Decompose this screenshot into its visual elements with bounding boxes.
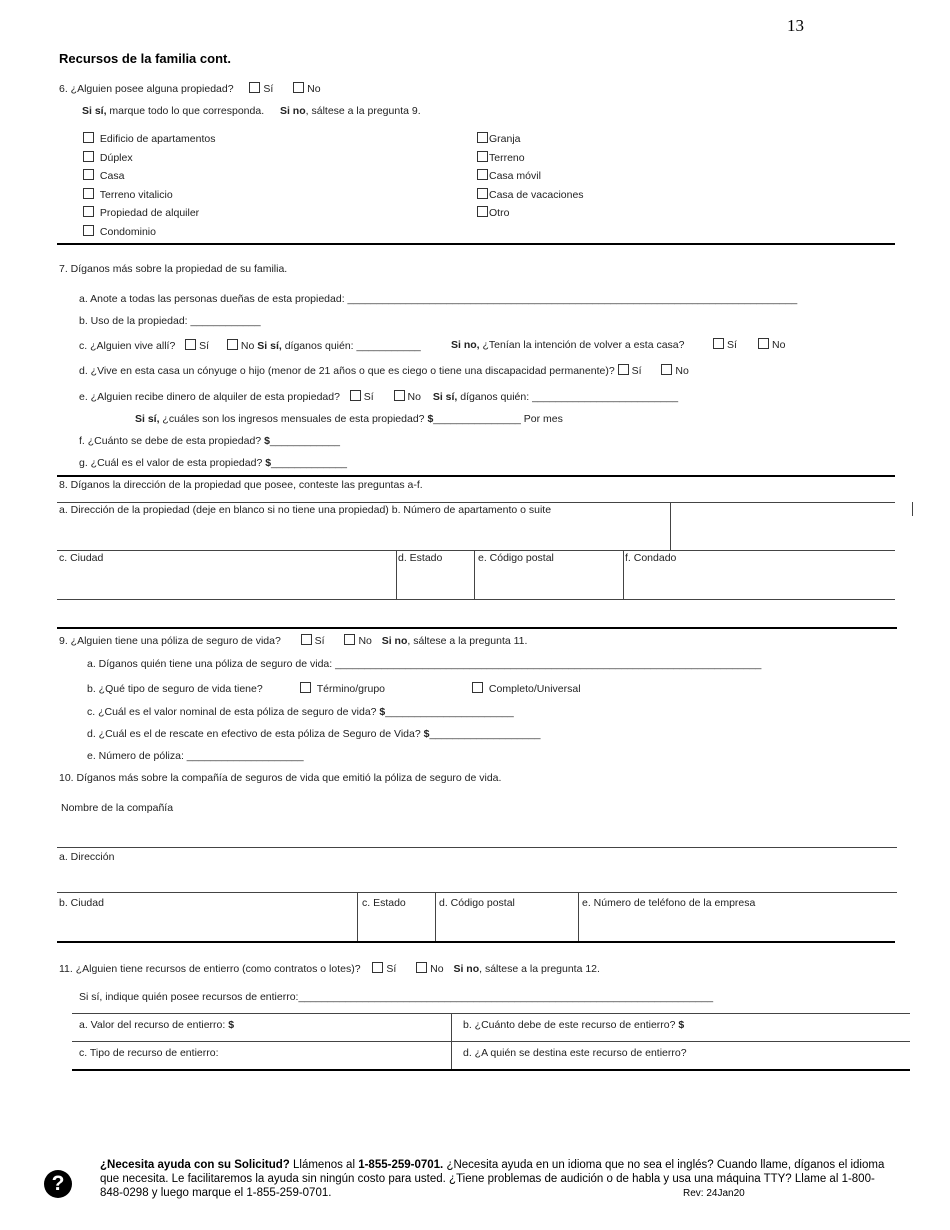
q6-option xyxy=(477,188,584,207)
divider xyxy=(57,243,895,245)
q6-instr-si: marque todo lo que corresponda. xyxy=(106,105,265,117)
q7-e-si-label: Sí xyxy=(363,391,374,403)
q6-option-checkbox[interactable] xyxy=(83,188,94,199)
q6-option-checkbox[interactable] xyxy=(83,151,94,162)
q9-c-question: c. ¿Cuál es el valor nominal de esta póliza de seguro de vida? xyxy=(87,706,380,718)
q11-table-top xyxy=(72,1013,910,1014)
q7-e2-question: ¿cuáles son los ingresos mensuales de esta propiedad? xyxy=(159,413,428,425)
divider xyxy=(57,475,895,477)
q7-c-no-label: No xyxy=(240,340,255,352)
q10-row-divider xyxy=(57,892,897,893)
q6-option xyxy=(83,132,216,151)
q6-instr-no-bold: Si no xyxy=(279,105,306,117)
q7-e-si-checkbox[interactable] xyxy=(350,390,361,401)
q9-c-dollar: $ xyxy=(379,706,386,718)
q6-option-checkbox[interactable] xyxy=(477,151,488,162)
footer-text-1: Llámenos al xyxy=(289,1159,359,1171)
q11-b-owed[interactable]: b. ¿Cuánto debe de este recurso de entierro? xyxy=(463,1019,679,1031)
q6-option xyxy=(477,169,584,188)
q7-c-no-checkbox[interactable] xyxy=(227,339,238,350)
q11-si-label: Sí xyxy=(386,963,397,975)
q6-option-label: Terreno vitalicio xyxy=(99,188,173,201)
q11-c-type[interactable]: c. Tipo de recurso de entierro: xyxy=(79,1047,219,1059)
q11-divider xyxy=(451,1013,452,1071)
q7-e-row xyxy=(79,390,678,403)
q9-e-policy[interactable]: e. Número de póliza: ____________________ xyxy=(87,750,304,762)
q9-b-whole xyxy=(472,682,581,695)
q6-option-label: Casa xyxy=(99,170,125,183)
q6-no-checkbox[interactable] xyxy=(293,82,304,93)
q6-option-label: Casa de vacaciones xyxy=(489,188,584,201)
q10-row-divider xyxy=(57,847,897,848)
q9-no-bold: Si no xyxy=(381,635,408,647)
q7-e-income-row xyxy=(135,413,563,425)
q6-option xyxy=(83,206,216,225)
q7-g-amount[interactable]: _____________ xyxy=(271,457,347,469)
footer-phone[interactable]: 1-855-259-0701. xyxy=(358,1159,444,1171)
q9-d-dollar: $ xyxy=(423,728,430,740)
q8-table-top xyxy=(57,502,895,503)
q11-d-beneficiary[interactable]: d. ¿A quién se destina este recurso de entierro? xyxy=(463,1047,687,1059)
q6-option-label: Dúplex xyxy=(99,151,133,164)
q9-question: 9. ¿Alguien tiene una póliza de seguro de vida? xyxy=(59,635,281,647)
q7-c-intent-si xyxy=(713,338,737,351)
q7-e2-dollar: $ xyxy=(427,413,434,425)
q8-table-bottom xyxy=(57,599,895,600)
q6-option xyxy=(477,206,584,225)
q7-e-question: e. ¿Alguien recibe dinero de alquiler de esta propiedad? xyxy=(79,391,340,403)
q6-option-label: Edificio de apartamentos xyxy=(99,133,216,145)
q7-e2-income[interactable]: _______________ Por mes xyxy=(433,413,563,425)
revision-date: Rev: 24Jan20 xyxy=(683,1188,745,1199)
q10-divider xyxy=(435,892,436,942)
q8-a-address[interactable]: a. Dirección de la propiedad (deje en blanco si no tiene una propiedad) b. Número de apartamento o suite xyxy=(59,504,552,516)
q7-c-si-label: Sí xyxy=(199,340,210,352)
q7-c-intent: ¿Tenían la intención de volver a esta casa? xyxy=(479,339,685,351)
q8-e-zip[interactable]: e. Código postal xyxy=(478,552,554,564)
q7-c-who[interactable]: díganos quién: ___________ xyxy=(281,340,421,352)
q11-no-bold: Si no xyxy=(453,963,480,975)
q6-option xyxy=(83,169,216,188)
q7-question: 7. Díganos más sobre la propiedad de su familia. xyxy=(59,263,288,275)
q8-divider xyxy=(396,550,397,600)
q9-no-checkbox[interactable] xyxy=(344,634,355,645)
q11-no-checkbox[interactable] xyxy=(416,962,427,973)
q7-c-intent-no-checkbox[interactable] xyxy=(758,338,769,349)
q7-g-dollar: $ xyxy=(265,457,272,469)
q6-option-label: Otro xyxy=(489,207,510,220)
q10-question: 10. Díganos más sobre la compañía de seguros de vida que emitió la póliza de seguro de vida. xyxy=(59,772,502,784)
q9-b-whole-label: Completo/Universal xyxy=(488,683,581,695)
q7-d-si-label: Sí xyxy=(631,365,642,377)
q8-c-city[interactable]: c. Ciudad xyxy=(59,552,104,564)
q11-question: 11. ¿Alguien tiene recursos de entierro (como contratos o lotes)? xyxy=(59,963,361,975)
q7-c-si-bold: Si sí, xyxy=(257,340,282,352)
q9-d-question: d. ¿Cuál es el de rescate en efectivo de esta póliza de Seguro de Vida? xyxy=(87,728,424,740)
q8-divider xyxy=(474,550,475,600)
q11-row-divider xyxy=(72,1041,910,1042)
q6-instructions xyxy=(82,105,421,117)
q11-a-value[interactable]: a. Valor del recurso de entierro: xyxy=(79,1019,229,1031)
help-icon: ? xyxy=(44,1170,72,1198)
q6-option-label: Granja xyxy=(489,133,521,145)
q6-si-label: Sí xyxy=(263,83,274,95)
q9-b-term-label: Término/grupo xyxy=(316,683,386,695)
q6-left-options xyxy=(83,132,216,244)
q7-e-si-bold: Si sí, xyxy=(432,391,458,403)
q6-option xyxy=(83,225,216,244)
help-footer xyxy=(100,1158,890,1200)
q7-d-no-checkbox[interactable] xyxy=(661,364,672,375)
q6-option-checkbox[interactable] xyxy=(477,206,488,217)
q6-option-label: Propiedad de alquiler xyxy=(99,207,200,220)
divider xyxy=(57,627,897,629)
q7-d-row xyxy=(79,364,689,377)
q10-b-city[interactable]: b. Ciudad xyxy=(59,897,104,909)
q7-c-si-checkbox[interactable] xyxy=(185,339,196,350)
q10-company[interactable]: Nombre de la compañía xyxy=(61,802,174,814)
q8-row-divider xyxy=(57,550,895,551)
q7-c-question: c. ¿Alguien vive allí? xyxy=(79,340,176,352)
q9-a-who[interactable]: a. Díganos quién tiene una póliza de seguro de vida: _________________________________________________________________________ xyxy=(87,658,762,670)
q9-c-amount[interactable]: ______________________ xyxy=(385,706,514,718)
q11-no-instr: , sáltese a la pregunta 12. xyxy=(479,963,600,975)
q9-si-label: Sí xyxy=(314,635,325,647)
q7-c-intent-no xyxy=(758,338,785,351)
q8-d-state[interactable]: d. Estado xyxy=(398,552,443,564)
q11-si-checkbox[interactable] xyxy=(372,962,383,973)
q6-option-checkbox[interactable] xyxy=(83,225,94,236)
q11-table-bottom xyxy=(72,1069,910,1071)
q6-question-row xyxy=(59,82,321,95)
q8-divider xyxy=(623,550,624,600)
q7-b-use[interactable]: b. Uso de la propiedad: ____________ xyxy=(79,315,261,327)
q11-who[interactable]: Si sí, indique quién posee recursos de entierro:_______________________________________________________________________ xyxy=(79,991,714,1003)
q6-option-label: Condominio xyxy=(99,225,156,238)
q7-d-si-checkbox[interactable] xyxy=(618,364,629,375)
q6-option-checkbox[interactable] xyxy=(83,132,94,143)
q7-d-no-label: No xyxy=(675,365,689,377)
q11-a-row xyxy=(79,1019,234,1031)
q6-instr-si-bold: Si sí, xyxy=(82,105,107,117)
q10-c-state[interactable]: c. Estado xyxy=(362,897,406,909)
q6-option xyxy=(83,151,216,170)
divider xyxy=(57,941,895,943)
q10-divider xyxy=(578,892,579,942)
q9-c-row xyxy=(87,706,514,718)
q6-option-checkbox[interactable] xyxy=(477,188,488,199)
q9-no-instr: , sáltese a la pregunta 11. xyxy=(407,635,528,647)
footer-text-2: ¿Necesita ayuda en un idioma que no sea el inglés? Cuando llame, díganos el idioma que necesita. Le facilitaremos la ayuda sin ningún costo para usted. ¿Tiene problemas de audición o de habla y usa una máquina TTY? Llame al 1-800-848-0298 y luego marque el 1-855-259-0701. xyxy=(100,1159,885,1199)
q7-c-row xyxy=(79,339,421,352)
q10-a-address[interactable]: a. Dirección xyxy=(59,851,115,863)
q6-option-checkbox[interactable] xyxy=(83,206,94,217)
q6-option-checkbox[interactable] xyxy=(477,132,488,143)
q6-instr-no: , sáltese a la pregunta 9. xyxy=(305,105,421,117)
q11-b-dollar: $ xyxy=(678,1019,685,1031)
q11-row xyxy=(59,962,600,975)
q6-option-checkbox[interactable] xyxy=(477,169,488,180)
q8-f-county[interactable]: f. Condado xyxy=(625,552,677,564)
q7-f-dollar: $ xyxy=(264,435,270,447)
q6-option-label: Terreno xyxy=(489,151,525,164)
q7-c-intent-row xyxy=(451,339,684,351)
q6-option-checkbox[interactable] xyxy=(83,169,94,180)
q7-g-question: g. ¿Cuál es el valor de esta propiedad? xyxy=(79,457,266,469)
section-title: Recursos de la familia cont. xyxy=(59,51,231,66)
q7-e-who[interactable]: díganos quién: _________________________ xyxy=(457,391,679,403)
q6-right-options xyxy=(477,132,584,225)
q11-b-row xyxy=(463,1019,684,1031)
q10-d-zip[interactable]: d. Código postal xyxy=(439,897,515,909)
q6-question: 6. ¿Alguien posee alguna propiedad? xyxy=(59,83,234,95)
q7-e-no-checkbox[interactable] xyxy=(394,390,405,401)
q8-question: 8. Díganos la dirección de la propiedad que posee, conteste las preguntas a-f. xyxy=(59,479,423,491)
q6-option-label: Casa móvil xyxy=(489,170,541,183)
q7-a-owners[interactable]: a. Anote a todas las personas dueñas de esta propiedad: _____________________________________________________________________________ xyxy=(79,293,798,305)
page-number: 13 xyxy=(787,16,804,35)
q9-d-row xyxy=(87,728,540,740)
q6-option xyxy=(83,188,216,207)
q7-e2-bold: Si sí, xyxy=(135,413,160,425)
footer-heading: ¿Necesita ayuda con su Solicitud? xyxy=(100,1159,290,1171)
q10-divider xyxy=(357,892,358,942)
q11-no-label: No xyxy=(430,963,444,975)
q7-c-intent-no-label: No xyxy=(772,339,786,351)
q7-e-no-label: No xyxy=(407,391,421,403)
q6-si-checkbox[interactable] xyxy=(249,82,260,93)
q9-no-label: No xyxy=(358,635,372,647)
q6-no-label: No xyxy=(307,83,321,95)
q9-b-term-checkbox[interactable] xyxy=(300,682,311,693)
q6-option xyxy=(477,151,584,170)
q9-d-amount[interactable]: ___________________ xyxy=(429,728,541,740)
q7-c-intent-si-checkbox[interactable] xyxy=(713,338,724,349)
q8-divider xyxy=(670,502,671,550)
q6-option xyxy=(477,132,584,151)
q7-c-intent-si-label: Sí xyxy=(727,339,737,351)
q10-e-phone[interactable]: e. Número de teléfono de la empresa xyxy=(582,897,756,909)
q9-b-whole-checkbox[interactable] xyxy=(472,682,483,693)
q7-f-amount[interactable]: ____________ xyxy=(269,435,340,447)
q9-row xyxy=(59,634,527,647)
q7-g-row xyxy=(79,457,347,469)
q9-b-question: b. ¿Qué tipo de seguro de vida tiene? xyxy=(87,683,263,695)
q7-c-no-bold: Si no, xyxy=(451,339,480,351)
q8-edge-mark xyxy=(912,502,913,516)
q7-f-question: f. ¿Cuánto se debe de esta propiedad? xyxy=(79,435,265,447)
q11-a-dollar: $ xyxy=(228,1019,235,1031)
q7-f-row xyxy=(79,435,340,447)
q7-d-question: d. ¿Vive en esta casa un cónyuge o hijo (menor de 21 años o que es ciego o tiene una discapacidad permanente)? xyxy=(79,365,615,377)
q9-b-term xyxy=(300,682,385,695)
q9-si-checkbox[interactable] xyxy=(301,634,312,645)
